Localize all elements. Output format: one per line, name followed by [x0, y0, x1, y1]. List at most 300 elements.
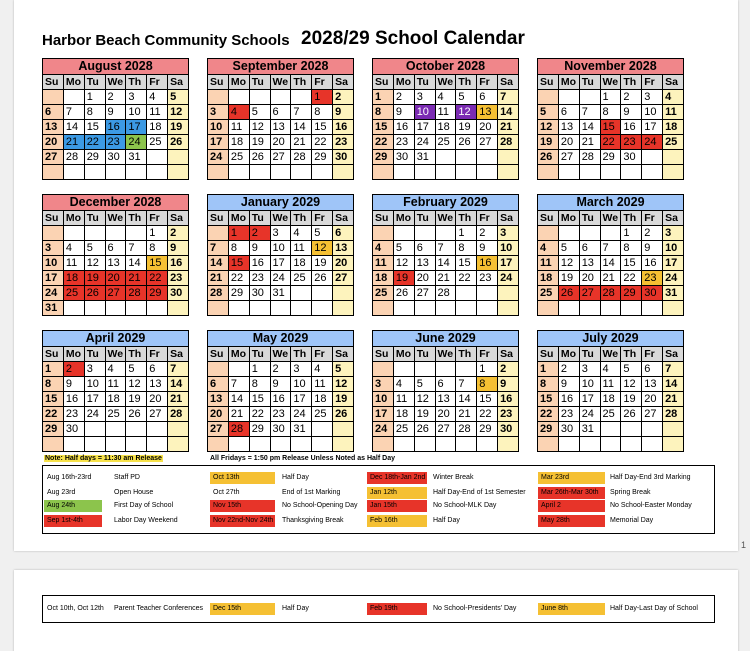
day-cell: 27	[414, 286, 435, 301]
day-cell: 19	[84, 271, 105, 286]
month-header: June 2029	[372, 330, 519, 346]
day-cell: 18	[663, 120, 684, 135]
empty-cell	[558, 165, 579, 180]
empty-cell	[414, 165, 435, 180]
day-cell: 21	[291, 135, 312, 150]
empty-cell	[600, 226, 621, 241]
weekday-header: Sa	[168, 75, 189, 90]
empty-cell	[456, 165, 477, 180]
day-cell: 11	[147, 105, 168, 120]
page-number: 1	[741, 540, 747, 550]
day-cell: 16	[393, 120, 414, 135]
month-header: September 2028	[207, 58, 354, 74]
day-cell: 12	[558, 256, 579, 271]
day-cell: 25	[393, 422, 414, 437]
day-cell: 6	[270, 105, 291, 120]
empty-cell	[435, 150, 456, 165]
legend-text: Labor Day Weekend	[114, 517, 178, 524]
empty-cell	[312, 165, 333, 180]
half-day-note: Note: Half days = 11:30 am Release	[45, 455, 162, 462]
day-cell: 9	[621, 105, 642, 120]
day-cell: 29	[147, 286, 168, 301]
empty-cell	[333, 437, 354, 452]
empty-cell	[208, 226, 229, 241]
day-cell: 7	[208, 241, 229, 256]
empty-cell	[579, 165, 600, 180]
day-cell: 20	[414, 271, 435, 286]
legend-date: Aug 23rd	[47, 489, 76, 496]
weekday-header: Su	[373, 75, 394, 90]
empty-cell	[435, 437, 456, 452]
day-cell: 25	[147, 135, 168, 150]
empty-cell	[147, 301, 168, 316]
empty-cell	[105, 165, 126, 180]
empty-cell	[456, 437, 477, 452]
day-cell: 17	[579, 392, 600, 407]
day-cell: 17	[84, 392, 105, 407]
day-cell: 10	[43, 256, 64, 271]
day-cell: 24	[84, 407, 105, 422]
day-cell: 16	[105, 120, 126, 135]
weekday-header: Fr	[477, 347, 498, 362]
empty-cell	[435, 301, 456, 316]
empty-cell	[498, 165, 519, 180]
day-cell: 26	[558, 286, 579, 301]
day-cell: 21	[168, 392, 189, 407]
day-cell: 5	[538, 105, 559, 120]
day-cell: 22	[477, 407, 498, 422]
empty-cell	[414, 437, 435, 452]
day-cell: 9	[642, 241, 663, 256]
day-cell: 20	[147, 392, 168, 407]
day-cell: 6	[333, 226, 354, 241]
day-cell: 30	[558, 422, 579, 437]
weekday-header: Mo	[63, 347, 84, 362]
month-june-2029	[372, 330, 519, 452]
day-cell: 29	[312, 150, 333, 165]
empty-cell	[456, 150, 477, 165]
empty-cell	[84, 437, 105, 452]
weekday-header: Su	[43, 211, 64, 226]
day-cell: 4	[435, 90, 456, 105]
calendar-title: 2028/29 School Calendar	[301, 28, 525, 49]
legend-date: Aug 24th	[44, 500, 102, 512]
empty-cell	[393, 437, 414, 452]
weekday-header: Fr	[147, 75, 168, 90]
day-cell: 7	[498, 90, 519, 105]
empty-cell	[621, 165, 642, 180]
legend-date: June 8th	[538, 603, 605, 615]
day-cell: 22	[249, 407, 270, 422]
day-cell: 11	[373, 256, 394, 271]
weekday-header: Tu	[414, 75, 435, 90]
empty-cell	[291, 437, 312, 452]
weekday-header: Th	[621, 75, 642, 90]
day-cell: 16	[498, 392, 519, 407]
weekday-header: Fr	[147, 211, 168, 226]
month-header: January 2029	[207, 194, 354, 210]
day-cell: 4	[105, 362, 126, 377]
empty-cell	[538, 226, 559, 241]
month-september-2028	[207, 58, 354, 180]
day-cell: 28	[291, 150, 312, 165]
month-february-2029	[372, 194, 519, 316]
legend-text: No School-Opening Day	[282, 502, 358, 509]
day-cell: 31	[579, 422, 600, 437]
day-cell: 23	[270, 407, 291, 422]
weekday-header: Su	[373, 211, 394, 226]
weekday-header: We	[435, 347, 456, 362]
day-cell: 19	[312, 256, 333, 271]
weekday-header: Su	[208, 347, 229, 362]
day-cell: 18	[600, 392, 621, 407]
empty-cell	[435, 362, 456, 377]
day-cell: 25	[600, 407, 621, 422]
day-cell: 4	[393, 377, 414, 392]
weekday-header: Th	[456, 211, 477, 226]
month-november-2028	[537, 58, 684, 180]
day-cell: 14	[63, 120, 84, 135]
day-cell: 16	[270, 392, 291, 407]
day-cell: 31	[414, 150, 435, 165]
legend-date: Nov 22nd-Nov 24th	[210, 515, 275, 527]
weekday-header: Sa	[333, 75, 354, 90]
day-cell: 26	[249, 150, 270, 165]
day-cell: 23	[249, 271, 270, 286]
day-cell: 21	[456, 407, 477, 422]
weekday-header: Th	[456, 75, 477, 90]
weekday-header: Sa	[498, 75, 519, 90]
empty-cell	[126, 165, 147, 180]
empty-cell	[208, 362, 229, 377]
day-cell: 20	[43, 135, 64, 150]
day-cell: 20	[270, 135, 291, 150]
empty-cell	[414, 301, 435, 316]
month-table	[372, 74, 519, 180]
weekday-header: Tu	[579, 211, 600, 226]
empty-cell	[663, 422, 684, 437]
day-cell: 7	[291, 105, 312, 120]
weekday-header: Su	[538, 347, 559, 362]
empty-cell	[642, 422, 663, 437]
month-header: March 2029	[537, 194, 684, 210]
day-cell: 6	[477, 90, 498, 105]
day-cell: 9	[63, 377, 84, 392]
day-cell: 30	[333, 150, 354, 165]
day-cell: 1	[43, 362, 64, 377]
weekday-header: Fr	[642, 211, 663, 226]
empty-cell	[84, 226, 105, 241]
month-march-2029	[537, 194, 684, 316]
empty-cell	[642, 150, 663, 165]
month-header: July 2029	[537, 330, 684, 346]
day-cell: 7	[456, 377, 477, 392]
day-cell: 26	[126, 407, 147, 422]
day-cell: 18	[105, 392, 126, 407]
legend-date: Dec 18th-Jan 2nd	[367, 472, 427, 484]
empty-cell	[477, 286, 498, 301]
legend-text: No School-Presidents' Day	[433, 605, 517, 612]
legend-date: Sep 1st-4th	[44, 515, 102, 527]
day-cell: 5	[168, 90, 189, 105]
day-cell: 28	[663, 407, 684, 422]
empty-cell	[312, 286, 333, 301]
empty-cell	[538, 301, 559, 316]
empty-cell	[333, 286, 354, 301]
day-cell: 1	[621, 226, 642, 241]
day-cell: 6	[43, 105, 64, 120]
day-cell: 18	[291, 256, 312, 271]
day-cell: 5	[126, 362, 147, 377]
day-cell: 13	[147, 377, 168, 392]
day-cell: 14	[579, 120, 600, 135]
month-header: December 2028	[42, 194, 189, 210]
day-cell: 2	[105, 90, 126, 105]
day-cell: 26	[414, 422, 435, 437]
day-cell: 9	[498, 377, 519, 392]
day-cell: 5	[312, 226, 333, 241]
district-name: Harbor Beach Community Schools	[42, 32, 290, 49]
day-cell: 8	[456, 241, 477, 256]
day-cell: 15	[228, 256, 249, 271]
day-cell: 17	[270, 256, 291, 271]
month-january-2029	[207, 194, 354, 316]
day-cell: 11	[600, 377, 621, 392]
weekday-header: Su	[43, 75, 64, 90]
day-cell: 3	[414, 90, 435, 105]
day-cell: 22	[43, 407, 64, 422]
legend-date: Oct 10th, Oct 12th	[47, 605, 104, 612]
weekday-header: Sa	[663, 211, 684, 226]
empty-cell	[333, 301, 354, 316]
day-cell: 18	[435, 120, 456, 135]
day-cell: 19	[558, 271, 579, 286]
day-cell: 21	[126, 271, 147, 286]
weekday-header: Fr	[477, 75, 498, 90]
day-cell: 19	[456, 120, 477, 135]
weekday-header: Tu	[579, 347, 600, 362]
day-cell: 10	[414, 105, 435, 120]
weekday-header: Fr	[312, 211, 333, 226]
day-cell: 12	[621, 377, 642, 392]
day-cell: 20	[477, 120, 498, 135]
day-cell: 22	[621, 271, 642, 286]
legend-text: Spring Break	[610, 489, 651, 496]
day-cell: 22	[456, 271, 477, 286]
legend-date: Oct 27th	[213, 489, 240, 496]
empty-cell	[208, 437, 229, 452]
legend-text: Half Day-End 3rd Marking	[610, 474, 691, 481]
day-cell: 15	[84, 120, 105, 135]
day-cell: 28	[168, 407, 189, 422]
day-cell: 18	[373, 271, 394, 286]
day-cell: 14	[498, 105, 519, 120]
day-cell: 9	[393, 105, 414, 120]
empty-cell	[63, 165, 84, 180]
day-cell: 6	[414, 241, 435, 256]
weekday-header: Fr	[642, 347, 663, 362]
empty-cell	[43, 90, 64, 105]
empty-cell	[600, 437, 621, 452]
day-cell: 22	[228, 271, 249, 286]
day-cell: 26	[393, 286, 414, 301]
legend-text: Winter Break	[433, 474, 474, 481]
day-cell: 10	[208, 120, 229, 135]
empty-cell	[477, 437, 498, 452]
legend-date: Mar 23rd	[538, 472, 605, 484]
day-cell: 6	[208, 377, 229, 392]
empty-cell	[105, 437, 126, 452]
month-table	[207, 346, 354, 452]
day-cell: 14	[228, 392, 249, 407]
day-cell: 23	[621, 135, 642, 150]
day-cell: 18	[228, 135, 249, 150]
empty-cell	[126, 422, 147, 437]
day-cell: 29	[600, 150, 621, 165]
day-cell: 31	[663, 286, 684, 301]
day-cell: 17	[498, 256, 519, 271]
weekday-header: Mo	[558, 347, 579, 362]
empty-cell	[456, 301, 477, 316]
month-table	[42, 74, 189, 180]
day-cell: 6	[579, 241, 600, 256]
day-cell: 7	[228, 377, 249, 392]
weekday-header: Th	[291, 211, 312, 226]
day-cell: 28	[126, 286, 147, 301]
month-july-2029	[537, 330, 684, 452]
weekday-header: Fr	[312, 75, 333, 90]
day-cell: 22	[538, 407, 559, 422]
day-cell: 2	[498, 362, 519, 377]
empty-cell	[333, 165, 354, 180]
day-cell: 3	[84, 362, 105, 377]
weekday-header: Mo	[228, 347, 249, 362]
empty-cell	[538, 90, 559, 105]
day-cell: 4	[663, 90, 684, 105]
day-cell: 19	[621, 392, 642, 407]
day-cell: 31	[270, 286, 291, 301]
day-cell: 2	[63, 362, 84, 377]
day-cell: 14	[208, 256, 229, 271]
empty-cell	[43, 165, 64, 180]
day-cell: 15	[600, 120, 621, 135]
day-cell: 14	[435, 256, 456, 271]
day-cell: 19	[414, 407, 435, 422]
day-cell: 22	[147, 271, 168, 286]
day-cell: 4	[538, 241, 559, 256]
day-cell: 13	[43, 120, 64, 135]
day-cell: 4	[312, 362, 333, 377]
day-cell: 23	[477, 271, 498, 286]
day-cell: 25	[312, 407, 333, 422]
day-cell: 23	[393, 135, 414, 150]
empty-cell	[373, 362, 394, 377]
empty-cell	[600, 165, 621, 180]
empty-cell	[663, 301, 684, 316]
day-cell: 4	[291, 226, 312, 241]
day-cell: 3	[208, 105, 229, 120]
empty-cell	[435, 165, 456, 180]
empty-cell	[373, 301, 394, 316]
empty-cell	[291, 286, 312, 301]
day-cell: 10	[498, 241, 519, 256]
day-cell: 18	[147, 120, 168, 135]
day-cell: 17	[663, 256, 684, 271]
legend-date: April 2	[538, 500, 605, 512]
legend-text: Half Day-Last Day of School	[610, 605, 698, 612]
day-cell: 3	[642, 90, 663, 105]
friday-note: All Fridays = 1:50 pm Release Unless Noted as Half Day	[210, 455, 395, 462]
empty-cell	[600, 301, 621, 316]
weekday-header: Fr	[477, 211, 498, 226]
day-cell: 20	[208, 407, 229, 422]
day-cell: 2	[558, 362, 579, 377]
day-cell: 23	[642, 271, 663, 286]
day-cell: 8	[249, 377, 270, 392]
day-cell: 2	[270, 362, 291, 377]
day-cell: 10	[291, 377, 312, 392]
empty-cell	[270, 301, 291, 316]
day-cell: 8	[477, 377, 498, 392]
day-cell: 26	[168, 135, 189, 150]
day-cell: 11	[538, 256, 559, 271]
weekday-header: Th	[456, 347, 477, 362]
legend-text: No School-MLK Day	[433, 502, 497, 509]
weekday-header: Th	[126, 347, 147, 362]
day-cell: 10	[642, 105, 663, 120]
legend-text: Half Day	[282, 605, 309, 612]
month-header: February 2029	[372, 194, 519, 210]
day-cell: 16	[333, 120, 354, 135]
weekday-header: Th	[126, 211, 147, 226]
day-cell: 13	[642, 377, 663, 392]
day-cell: 2	[642, 226, 663, 241]
day-cell: 11	[312, 377, 333, 392]
day-cell: 19	[393, 271, 414, 286]
day-cell: 1	[84, 90, 105, 105]
day-cell: 8	[228, 241, 249, 256]
day-cell: 27	[642, 407, 663, 422]
weekday-header: Su	[538, 75, 559, 90]
legend-text: Memorial Day	[610, 517, 654, 524]
weekday-header: Mo	[228, 211, 249, 226]
day-cell: 8	[84, 105, 105, 120]
day-cell: 21	[435, 271, 456, 286]
weekday-header: We	[435, 211, 456, 226]
day-cell: 7	[126, 241, 147, 256]
weekday-header: Sa	[333, 211, 354, 226]
empty-cell	[435, 226, 456, 241]
day-cell: 12	[168, 105, 189, 120]
day-cell: 12	[456, 105, 477, 120]
day-cell: 25	[435, 135, 456, 150]
empty-cell	[168, 437, 189, 452]
empty-cell	[373, 226, 394, 241]
day-cell: 1	[228, 226, 249, 241]
empty-cell	[63, 90, 84, 105]
day-cell: 10	[270, 241, 291, 256]
empty-cell	[249, 437, 270, 452]
weekday-header: Mo	[63, 75, 84, 90]
day-cell: 28	[600, 286, 621, 301]
day-cell: 21	[63, 135, 84, 150]
empty-cell	[168, 165, 189, 180]
day-cell: 16	[621, 120, 642, 135]
day-cell: 3	[270, 226, 291, 241]
day-cell: 14	[600, 256, 621, 271]
day-cell: 15	[312, 120, 333, 135]
empty-cell	[393, 301, 414, 316]
